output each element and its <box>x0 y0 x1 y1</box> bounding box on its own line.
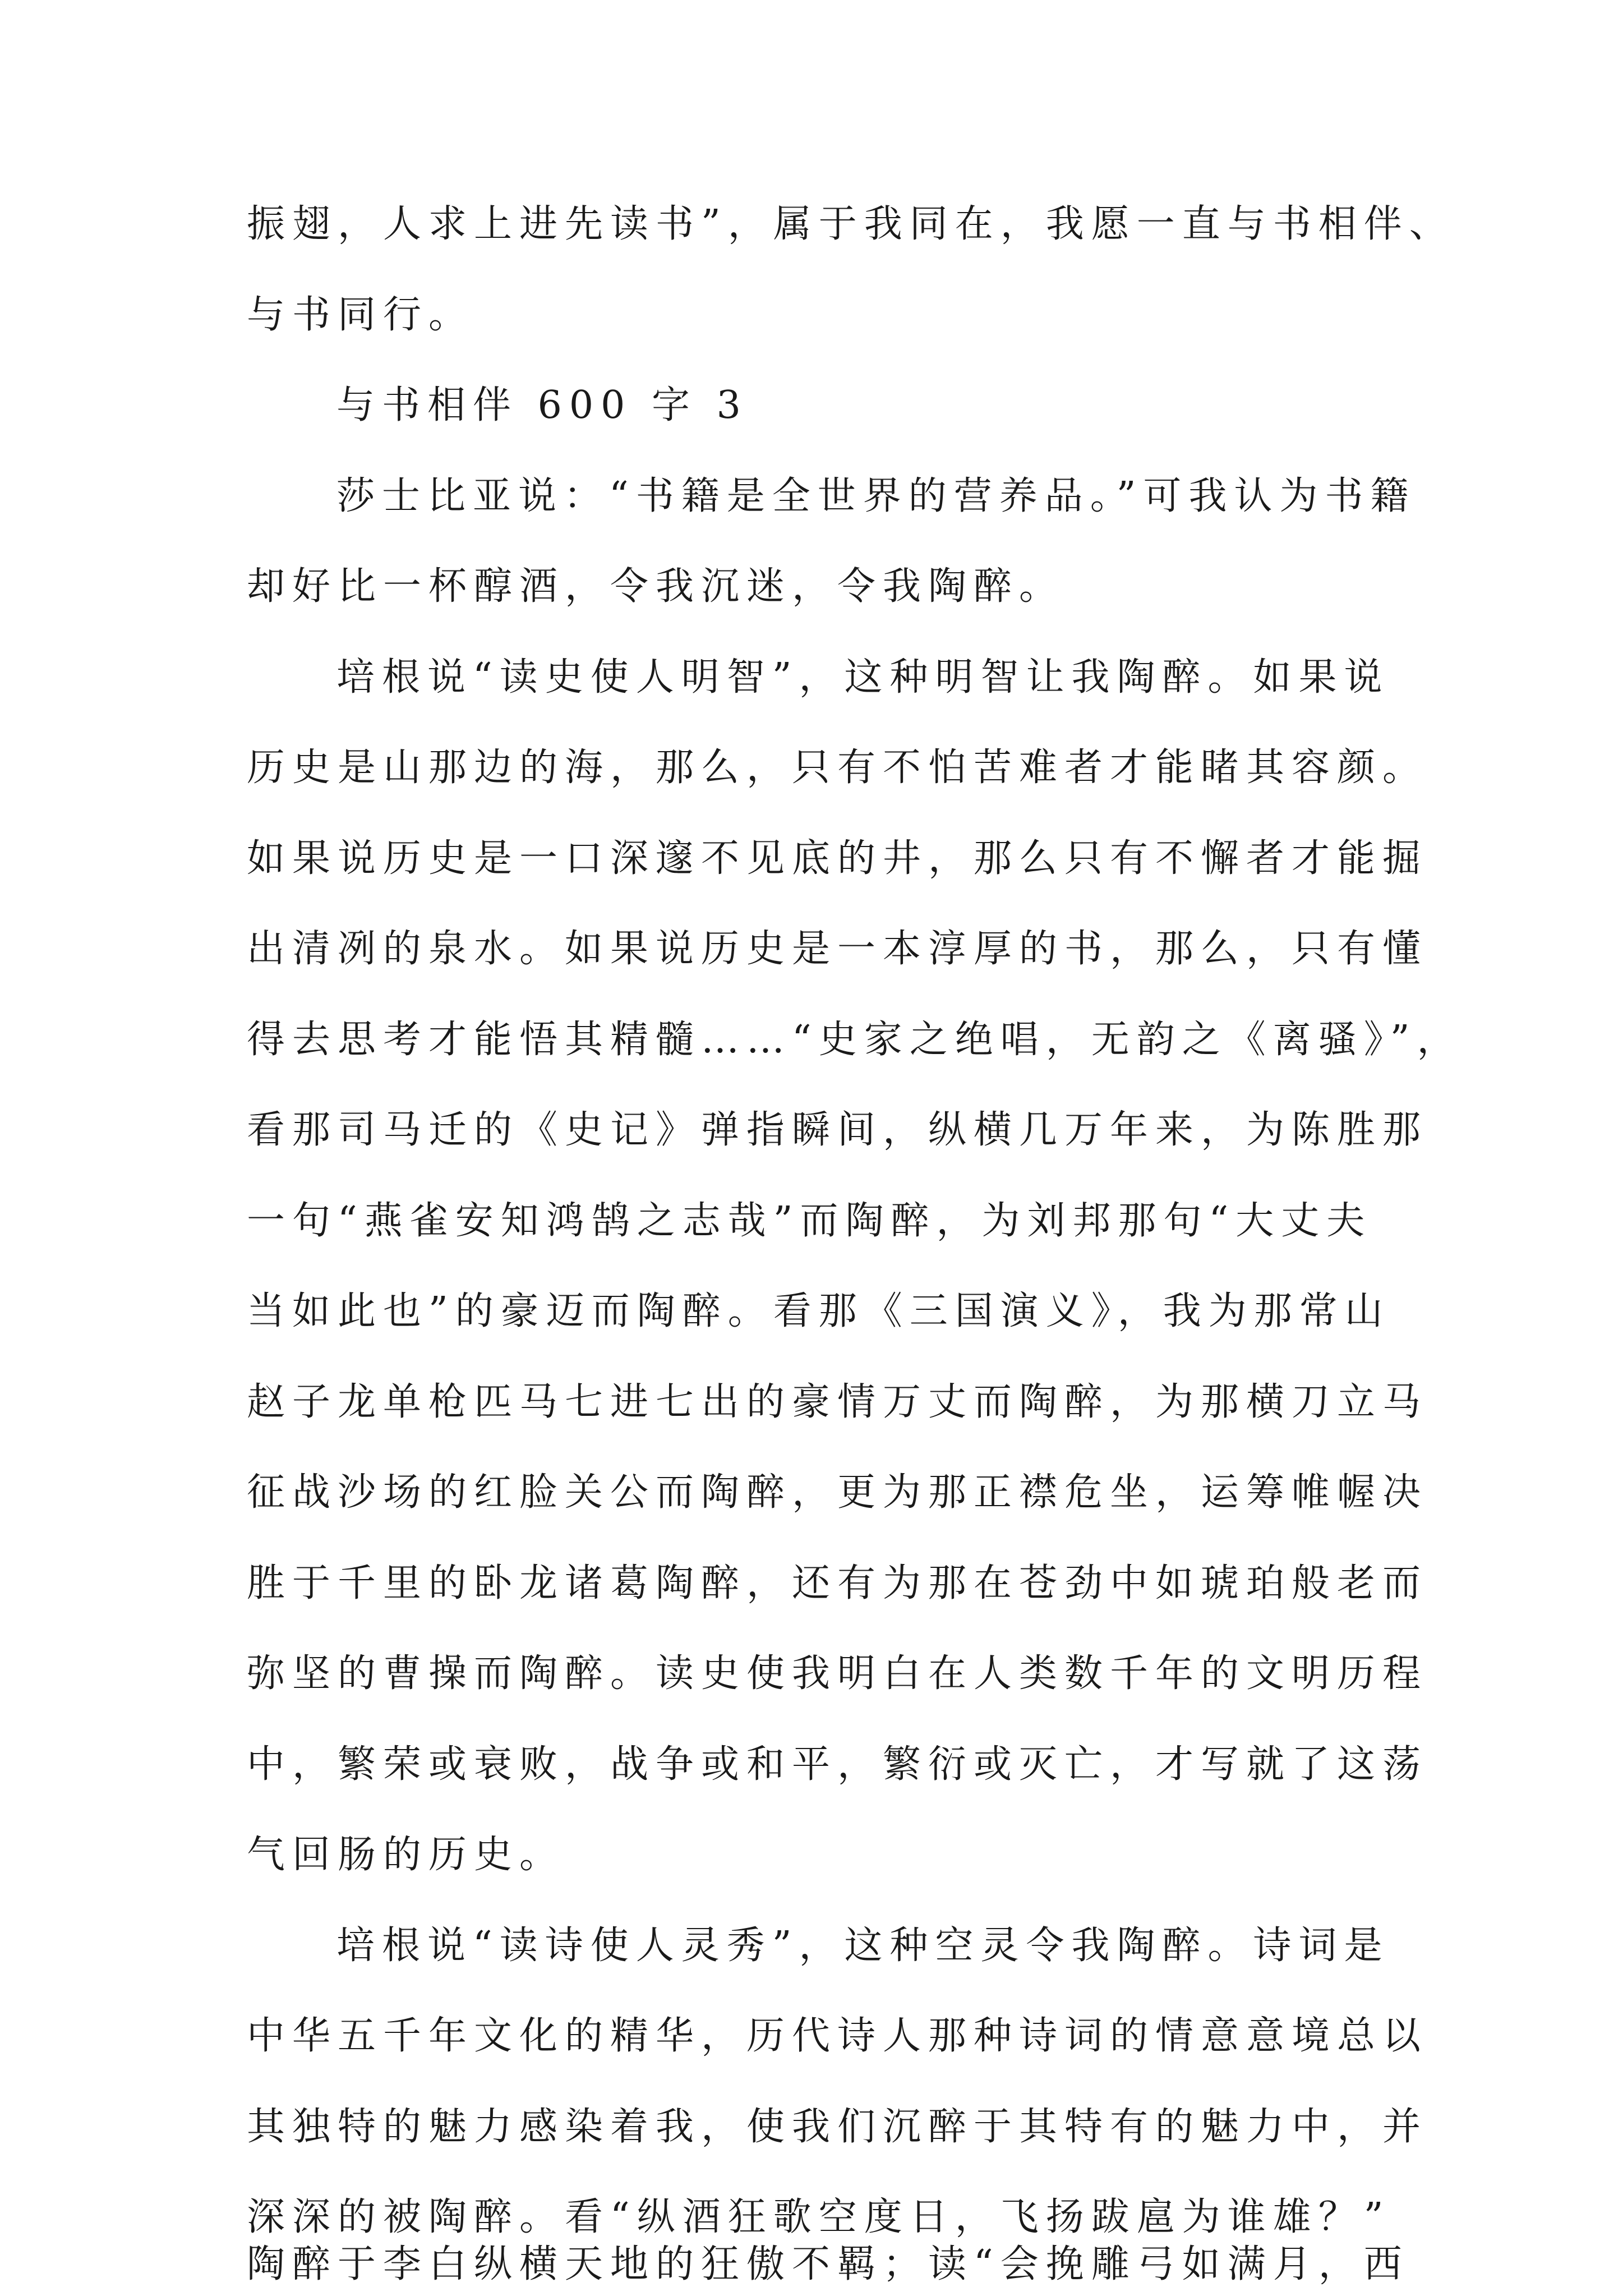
line-text: 历史是山那边的海，那么，只有不怕苦难者才能睹其容颜。 <box>247 746 1428 790</box>
line-text: 莎士比亚说：“书籍是全世界的营养品。”可我认为书籍 <box>336 474 1416 518</box>
line-text: 弥坚的曹操而陶醉。读史使我明白在人类数千年的文明历程 <box>247 1651 1428 1696</box>
heading-text: 与书相伴 600 字 3 <box>336 383 748 427</box>
line-text: 赵子龙单枪匹马七进七出的豪情万丈而陶醉，为那横刀立马 <box>247 1380 1428 1424</box>
line-text: 其独特的魅力感染着我，使我们沉醉于其特有的魅力中，并 <box>247 2105 1428 2149</box>
line-text: 中，繁荣或衰败，战争或和平，繁衍或灭亡，才写就了这荡 <box>247 1742 1428 1787</box>
line-text: 出清冽的泉水。如果说历史是一本淳厚的书，那么，只有懂 <box>247 927 1428 971</box>
line-text: 当如此也”的豪迈而陶醉。看那《三国演义》，我为那常山 <box>247 1289 1390 1333</box>
line-text: 如果说历史是一口深邃不见底的井，那么只有不懈者才能掘 <box>247 836 1428 881</box>
line-text: 却好比一杯醇酒，令我沉迷，令我陶醉。 <box>247 564 1065 609</box>
line-text: 胜于千里的卧龙诸葛陶醉，还有为那在苍劲中如琥珀般老而 <box>247 1561 1428 1605</box>
line-text: 培根说“读史使人明智”，这种明智让我陶醉。如果说 <box>336 655 1390 700</box>
line-text: 中华五千年文化的精华，历代诗人那种诗词的情意意境总以 <box>247 2014 1428 2058</box>
line-text: 培根说“读诗使人灵秀”，这种空灵令我陶醉。诗词是 <box>336 1924 1390 1968</box>
line-text: 征战沙场的红脸关公而陶醉，更为那正襟危坐，运筹帷幄决 <box>247 1470 1428 1515</box>
line-text: 与书同行。 <box>247 293 474 337</box>
line-text: 一句“燕雀安知鸿鹄之志哉”而陶醉，为刘邦那句“大丈夫 <box>247 1199 1372 1243</box>
line-text: 振翅，人求上进先读书”，属于我同在，我愿一直与书相伴、 <box>247 202 1455 246</box>
line-text: 陶醉于李白纵横天地的狂傲不羁；读“会挽雕弓如满月，西 <box>247 2242 1409 2286</box>
line-text: 气回肠的历史。 <box>247 1833 565 1877</box>
line-text: 深深的被陶醉。看“纵酒狂歌空度日，飞扬跋扈为谁雄？” <box>247 2195 1391 2239</box>
line-text: 看那司马迁的《史记》弹指瞬间，纵横几万年来，为陈胜那 <box>247 1108 1428 1152</box>
line-text: 得去思考才能悟其精髓……“史家之绝唱，无韵之《离骚》”， <box>247 1018 1463 1062</box>
